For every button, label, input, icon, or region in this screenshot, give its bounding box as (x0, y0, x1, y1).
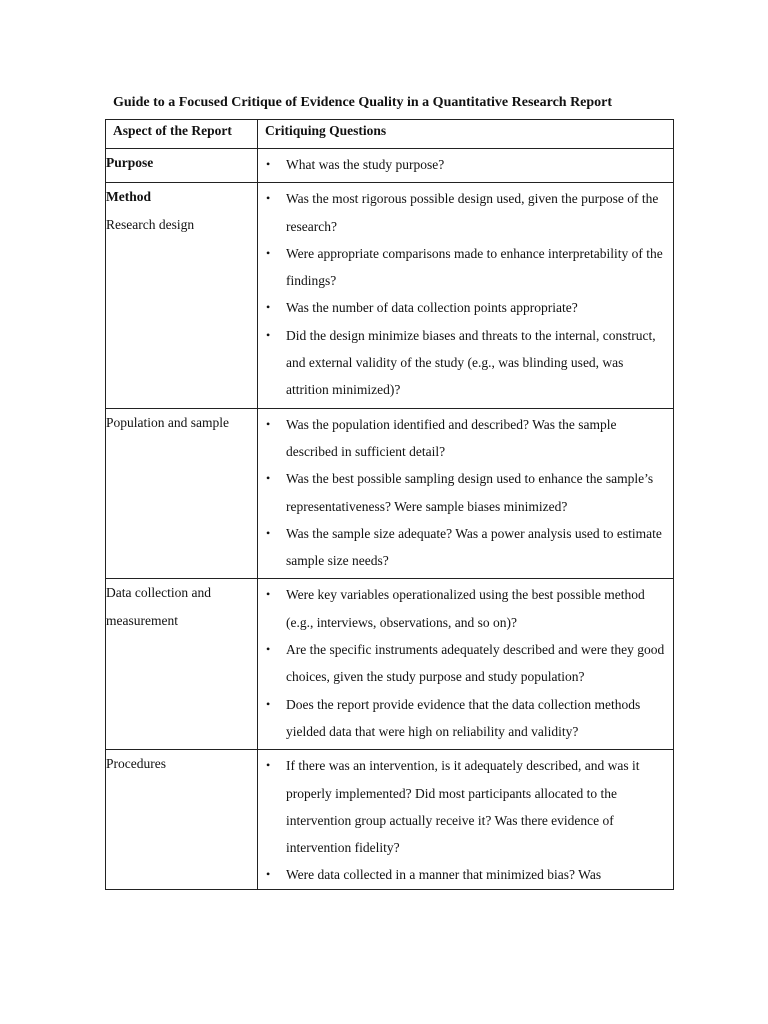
questions-cell (258, 408, 674, 579)
subaspect-label: Data collection and measurement (106, 585, 211, 628)
aspect-label: Method (106, 189, 151, 205)
question-item: • Was the best possible sampling design used to enhance the sample’s representativeness? Were sample biases minimized? (258, 465, 665, 520)
question-item: • Did the design minimize biases and threats to the internal, construct, and external validity of the study (e.g., was blinding used, was attrition minimized)? (258, 322, 665, 404)
question-item: • Was the population identified and described? Was the sample described in sufficient detail? (258, 411, 665, 466)
question-item: • Were key variables operationalized using the best possible method (e.g., interviews, observations, and so on)? (258, 581, 665, 636)
header-questions: Critiquing Questions (258, 120, 674, 149)
question-item: • If there was an intervention, is it adequately described, and was it properly implemented? Did most participants allocated to the intervention group actually receive it? Was there evidence of intervention fidelity? (258, 752, 665, 861)
question-list (258, 183, 673, 407)
table-row-purpose (106, 149, 674, 183)
question-item: • Were appropriate comparisons made to enhance interpretability of the findings? (258, 240, 665, 295)
table-row-method (106, 183, 674, 408)
critique-table (105, 119, 674, 890)
question-item: • Was the number of data collection points appropriate? (258, 294, 665, 321)
aspect-cell (106, 183, 258, 408)
page-title: Guide to a Focused Critique of Evidence Quality in a Quantitative Research Report (113, 95, 613, 110)
subaspect-label: Procedures (106, 756, 166, 772)
questions-cell (258, 750, 674, 889)
table-header-row (106, 120, 674, 149)
aspect-cell (106, 408, 258, 579)
table-row-population (106, 408, 674, 579)
question-list (258, 579, 673, 749)
question-item: • Does the report provide evidence that the data collection methods yielded data that were high on reliability and validity? (258, 691, 665, 746)
aspect-cell (106, 750, 258, 889)
questions-cell (258, 183, 674, 408)
question-item: • What was the study purpose? (258, 151, 665, 178)
subaspect-label: Research design (106, 216, 195, 232)
question-item: • Was the most rigorous possible design used, given the purpose of the research? (258, 185, 665, 240)
questions-cell (258, 579, 674, 750)
table-row-procedures (106, 750, 674, 889)
aspect-cell (106, 149, 258, 183)
subaspect-label: Population and sample (106, 414, 229, 430)
questions-cell (258, 149, 674, 183)
question-list (258, 750, 673, 888)
question-list (258, 149, 673, 182)
aspect-label: Purpose (106, 155, 154, 170)
header-aspect: Aspect of the Report (106, 120, 258, 149)
question-list (258, 409, 673, 579)
table-row-data-collection (106, 579, 674, 750)
question-item: • Was the sample size adequate? Was a power analysis used to estimate sample size needs? (258, 520, 665, 575)
question-item: • Are the specific instruments adequately described and were they good choices, given the study purpose and study population? (258, 636, 665, 691)
question-item: • Were data collected in a manner that minimized bias? Was (258, 861, 665, 888)
aspect-cell (106, 579, 258, 750)
